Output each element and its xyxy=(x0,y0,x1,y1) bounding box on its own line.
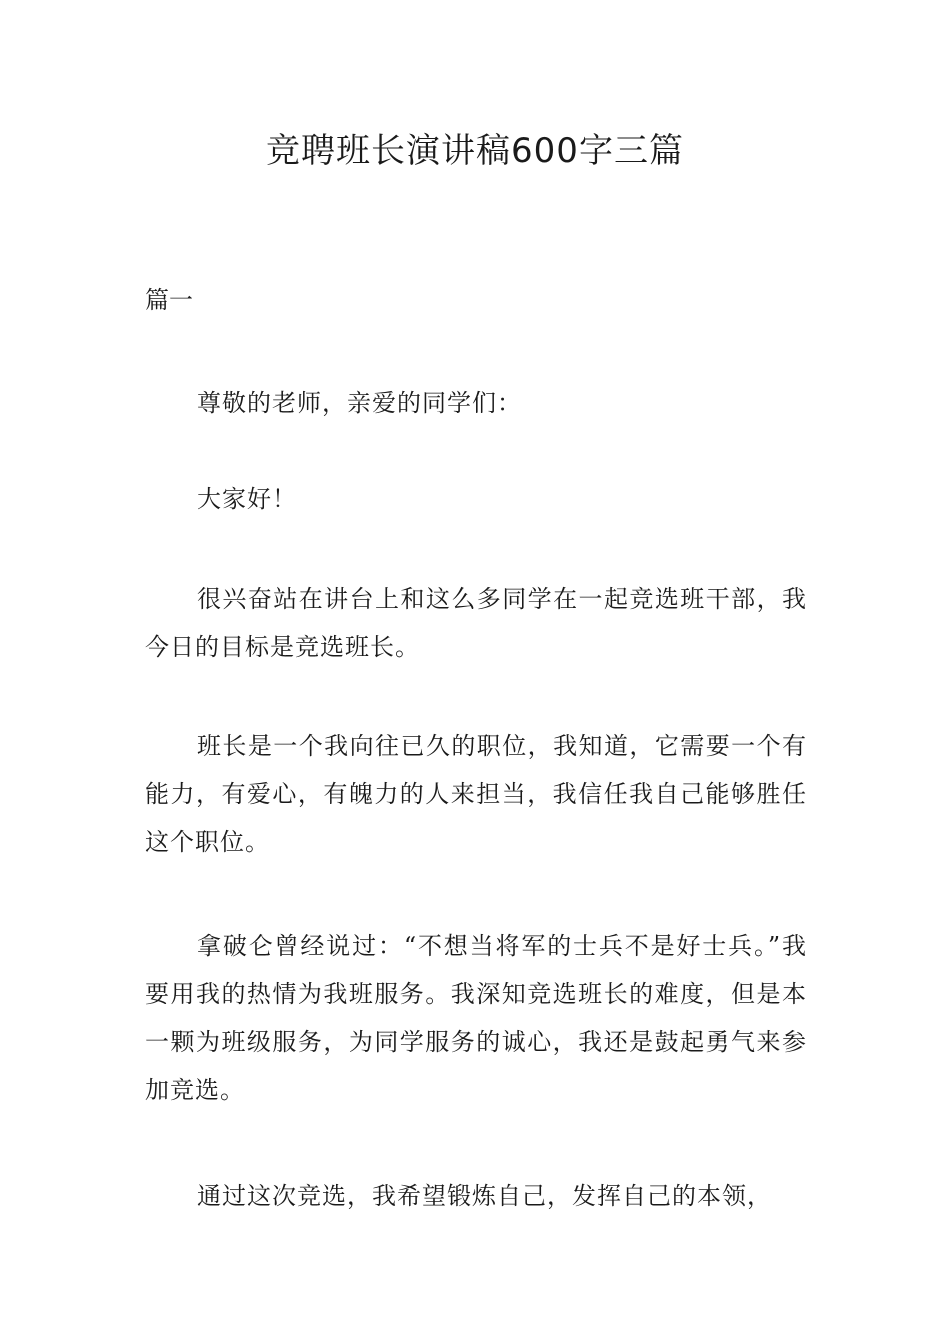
paragraph-quote: 拿破仑曾经说过：“不想当将军的士兵不是好士兵。”我要用我的热情为我班服务。我深知竞选班长的难度，但是本一颗为班级服务，为同学服务的诚心，我还是鼓起勇气来参加竞选。 xyxy=(145,932,807,1104)
paragraph-hello: 大家好！ xyxy=(197,485,297,513)
paragraph-greeting: 尊敬的老师，亲爱的同学们： xyxy=(197,389,522,417)
section-label: 篇一 xyxy=(145,286,193,314)
document-title: 竞聘班长演讲稿600字三篇 xyxy=(266,131,684,171)
paragraph-goal: 很兴奋站在讲台上和这么多同学在一起竞选班干部，我今日的目标是竞选班长。 xyxy=(145,585,807,661)
paragraph-position: 班长是一个我向往已久的职位，我知道，它需要一个有能力，有爱心，有魄力的人来担当，我信任我自己能够胜任这个职位。 xyxy=(145,732,807,856)
paragraph-hope: 通过这次竞选，我希望锻炼自己，发挥自己的本领， xyxy=(197,1182,772,1210)
